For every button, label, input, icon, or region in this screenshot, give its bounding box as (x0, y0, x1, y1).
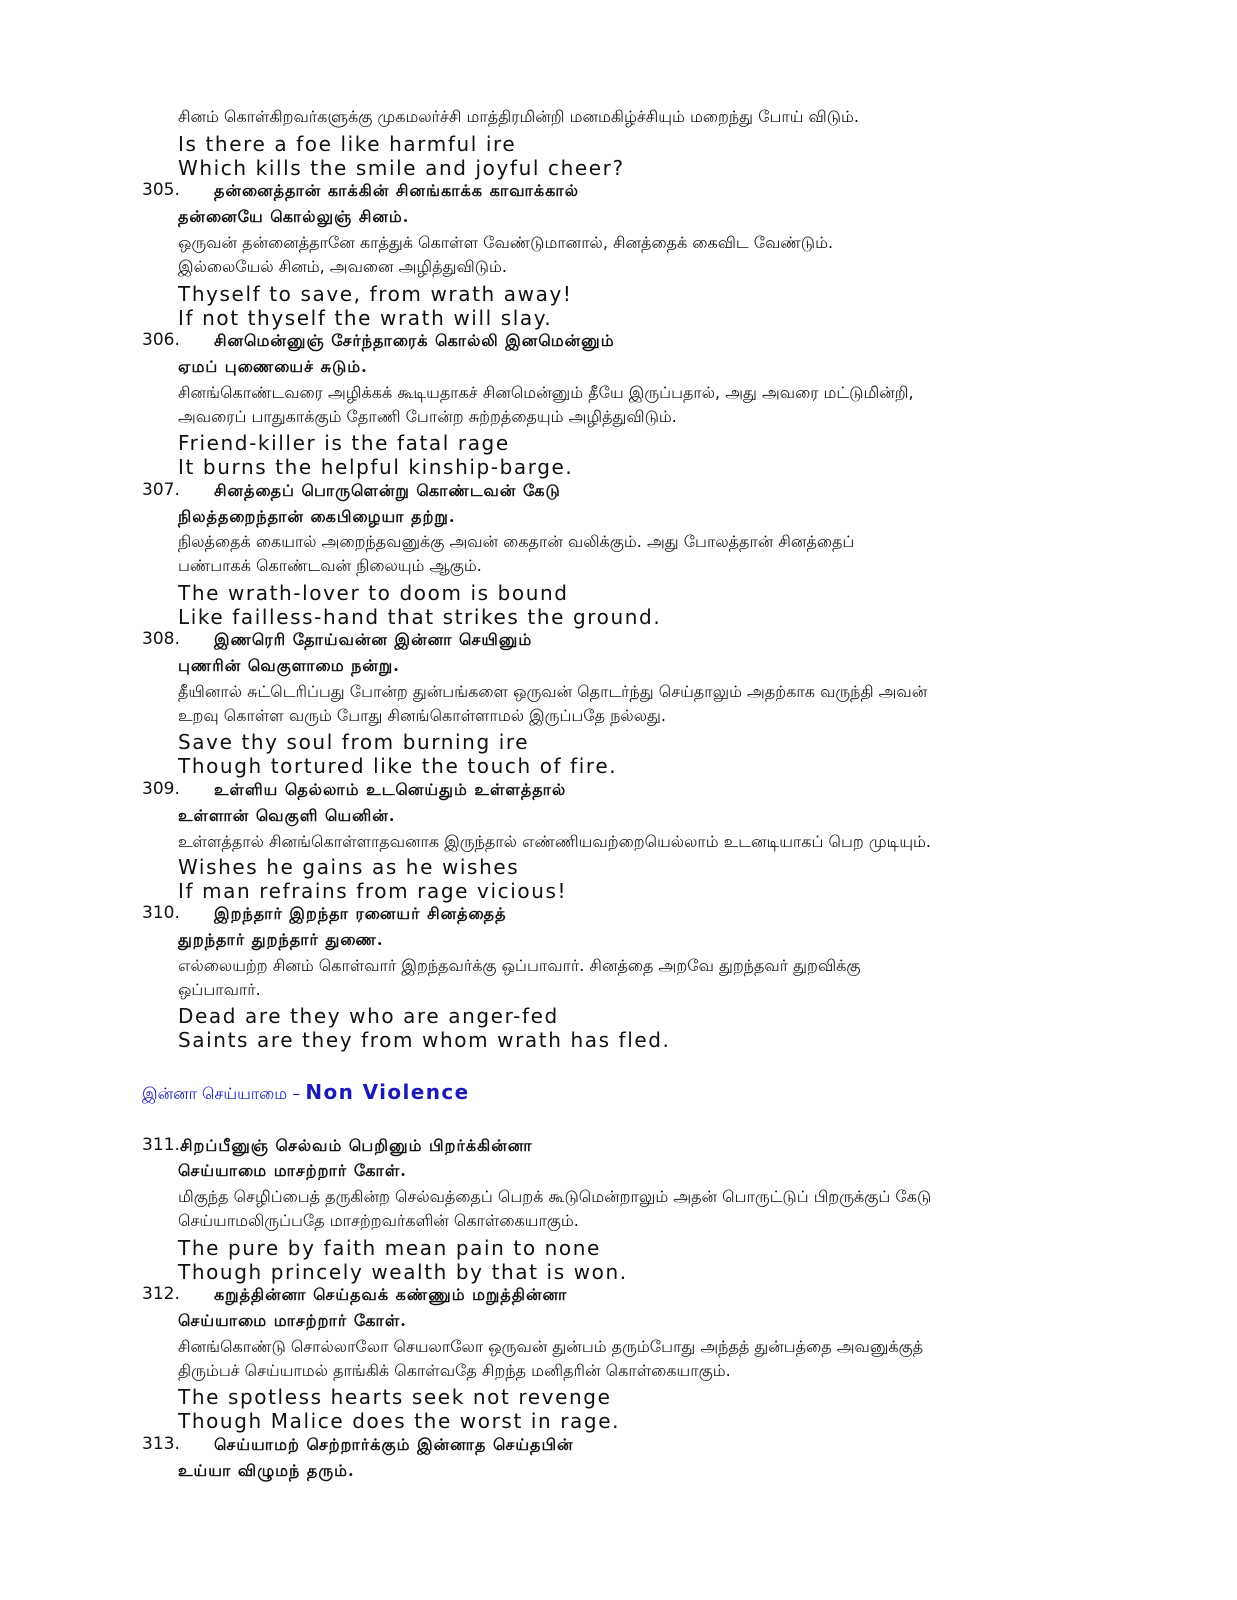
verse-number: 307. (142, 480, 180, 500)
translation-line: சினம் கொள்கிறவர்களுக்கு முகமலர்ச்சி மாத்திரமின்றி மனமகிழ்ச்சியும் மறைந்து போய் விடும். (178, 107, 859, 126)
kural-line: செய்யாமற் செற்றார்க்கும் இன்னாத செய்தபின் (214, 1435, 574, 1454)
english-verse-line: Thyself to save, from wrath away! (178, 282, 573, 306)
english-verse-line: Save thy soul from burning ire (178, 730, 530, 754)
english-verse-line: The spotless hearts seek not revenge (178, 1385, 612, 1409)
translation-line: உள்ளத்தால் சினங்கொள்ளாதவனாக இருந்தால் எண்ணியவற்றையெல்லாம் உடனடியாகப் பெற முடியும். (178, 832, 932, 851)
section-heading-tamil: இன்னா செய்யாமை – (142, 1084, 301, 1103)
english-verse-line: If man refrains from rage vicious! (178, 879, 568, 903)
english-verse-line: Though Malice does the worst in rage. (178, 1409, 621, 1433)
translation-line: நிலத்தைக் கையால் அறைந்தவனுக்கு அவன் கைதான் வலிக்கும். அது போலத்தான் சினத்தைப் (178, 532, 855, 551)
translation-line: ஒப்பாவார். (178, 980, 261, 999)
verse-number: 308. (142, 629, 180, 649)
verse-number: 312. (142, 1284, 180, 1304)
verse-number: 313. (142, 1434, 180, 1454)
kural-line: இறந்தார் இறந்தா ரனையர் சினத்தைத் (214, 904, 507, 923)
kural-line: துறந்தார் துறந்தார் துணை. (178, 930, 384, 949)
english-verse-line: Saints are they from whom wrath has fled. (178, 1028, 671, 1052)
kural-line: இணரெரி தோய்வன்ன இன்னா செயினும் (214, 630, 533, 649)
translation-line: பண்பாகக் கொண்டவன் நிலையும் ஆகும். (178, 556, 482, 575)
english-verse-line: The wrath-lover to doom is bound (178, 581, 569, 605)
kural-line: சினமென்னுஞ் சேர்ந்தாரைக் கொல்லி இனமென்னும் (214, 331, 615, 350)
kural-line: புணரின் வெகுளாமை நன்று. (178, 656, 400, 675)
verse-number: 305. (142, 180, 180, 200)
translation-line: இல்லையேல் சினம், அவனை அழித்துவிடும். (178, 257, 507, 276)
translation-line: மிகுந்த செழிப்பைத் தருகின்ற செல்வத்தைப் பெறக் கூடுமென்றாலும் அதன் பொருட்டுப் பிறருக்குப் கேடு (178, 1187, 932, 1206)
verse-number: 310. (142, 903, 180, 923)
english-verse-line: Wishes he gains as he wishes (178, 855, 520, 879)
verse-number: 311. (142, 1135, 180, 1155)
english-verse-line: It burns the helpful kinship-barge. (178, 455, 574, 479)
english-verse-line: Friend-killer is the fatal rage (178, 431, 510, 455)
translation-line: சினங்கொண்டவரை அழிக்கக் கூடியதாகச் சினமென்னும் தீயே இருப்பதால், அது அவரை மட்டுமின்றி, (178, 383, 914, 402)
kural-line: சினத்தைப் பொருளென்று கொண்டவன் கேடு (214, 481, 561, 500)
translation-line: செய்யாமலிருப்பதே மாசற்றவர்களின் கொள்கையாகும். (178, 1211, 579, 1230)
kural-line: தன்னைத்தான் காக்கின் சினங்காக்க காவாக்கால் (214, 181, 579, 200)
english-verse-line: Dead are they who are anger-fed (178, 1004, 559, 1028)
translation-line: தீயினால் சுட்டெரிப்பது போன்ற துன்பங்களை ஒருவன் தொடர்ந்து செய்தாலும் அதற்காக வருந்தி அவன் (178, 682, 928, 701)
kural-line: ஏமப் புணையைச் சுடும். (178, 357, 368, 376)
english-verse-line: Though tortured like the touch of fire. (178, 754, 618, 778)
section-heading-english: Non Violence (305, 1080, 470, 1104)
kural-line: செய்யாமை மாசற்றார் கோள். (178, 1161, 407, 1180)
translation-line: ஒருவன் தன்னைத்தானே காத்துக் கொள்ள வேண்டுமானால், சினத்தைக் கைவிட வேண்டும். (178, 233, 834, 252)
translation-line: எல்லையற்ற சினம் கொள்வார் இறந்தவர்க்கு ஒப்பாவார். சினத்தை அறவே துறந்தவர் துறவிக்கு (178, 956, 861, 975)
english-verse-line: Which kills the smile and joyful cheer? (178, 156, 625, 180)
english-verse-line: Is there a foe like harmful ire (178, 132, 517, 156)
kural-line: உள்ளிய தெல்லாம் உடனெய்தும் உள்ளத்தால் (214, 780, 567, 799)
kural-line: சிறப்பீனுஞ் செல்வம் பெறினும் பிறர்க்கின்னா (180, 1136, 533, 1155)
english-verse-line: The pure by faith mean pain to none (178, 1236, 601, 1260)
section-heading (142, 1080, 470, 1105)
translation-line: அவரைப் பாதுகாக்கும் தோணி போன்ற சுற்றத்தையும் அழித்துவிடும். (178, 407, 677, 426)
translation-line: சினங்கொண்டு சொல்லாலோ செயலாலோ ஒருவன் துன்பம் தரும்போது அந்தத் துன்பத்தை அவனுக்குத் (178, 1337, 924, 1356)
kural-line: உள்ளான் வெகுளி யெனின். (178, 806, 396, 825)
verse-number: 309. (142, 779, 180, 799)
english-verse-line: If not thyself the wrath will slay. (178, 306, 553, 330)
kural-line: நிலத்தறைந்தான் கைபிழையா தற்று. (178, 507, 456, 526)
translation-line: உறவு கொள்ள வரும் போது சினங்கொள்ளாமல் இருப்பதே நல்லது. (178, 706, 666, 725)
kural-line: கறுத்தின்னா செய்தவக் கண்ணும் மறுத்தின்னா (214, 1285, 568, 1304)
kural-line: உய்யா விழுமந் தரும். (178, 1461, 355, 1480)
verse-number: 306. (142, 330, 180, 350)
english-verse-line: Though princely wealth by that is won. (178, 1260, 628, 1284)
english-verse-line: Like failless-hand that strikes the ground. (178, 605, 662, 629)
kural-line: தன்னையே கொல்லுஞ் சினம். (178, 207, 410, 226)
translation-line: திரும்பச் செய்யாமல் தாங்கிக் கொள்வதே சிறந்த மனிதரின் கொள்கையாகும். (178, 1361, 731, 1380)
kural-line: செய்யாமை மாசற்றார் கோள். (178, 1311, 407, 1330)
